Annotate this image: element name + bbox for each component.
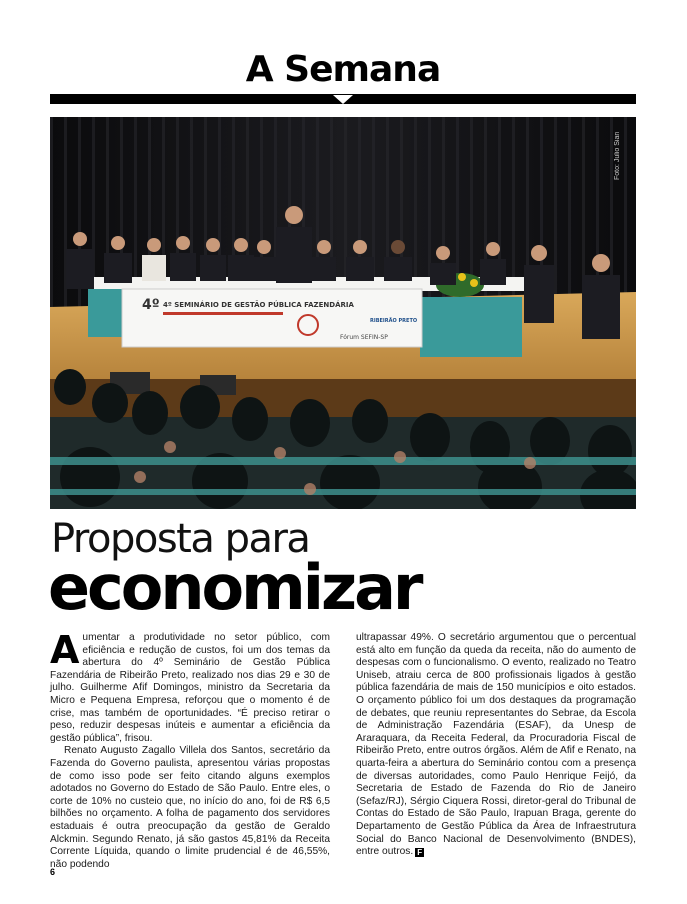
photo-credit: Foto: Julio Sian [614,131,621,180]
headline-line2: economizar [48,551,421,624]
svg-text:4º: 4º [142,297,160,313]
page-number: 6 [50,867,56,877]
title-rule-notch [333,95,353,104]
article-column-2 [356,632,636,859]
paragraph-text: ultrapassar 49%. O secretário argumentou que o percentual está alto em função da queda da receita, não do aumento de despesas com o funcionalismo. O evento, realizado no Teatro Uniseb, atraiu cerca de 800 profissionais ligados à gestão pública fazendária de mais de 150 municípios e oito estados. O orçamento público foi um dos destaques da programação de debates, que reuniu representantes do Sebrae, da Escola de Administração Fazendária (ESAF), da Unesp de Araraquara, da Receita Federal, da Procuradoria Fiscal de Ribeirão Preto, entre outros órgãos. Além de Afif e Renato, na quarta-feira a abertura do Seminário contou com a presença de diversas autoridades, como Paulo Henrique Feijó, da Secretaria de Estado de Fazenda do Rio de Janeiro (Sefaz/RJ), Sérgio Ciquera Rossi, diretor-geral do Tribunal de Contas do Estado de São Paulo, Irapuan Braga, gerente do Departamento de Gestão Pública da Área de Infraestrutura Social do Banco Nacional de Desenvolvimento (BNDES), entre outros. [356,632,636,858]
end-mark-icon: F [415,848,424,857]
headline-line1: Proposta para [51,516,310,562]
article-column-1 [50,628,330,871]
article-paragraph [356,632,636,859]
dropcap: A [50,628,80,672]
event-photo [50,117,636,509]
section-title: A Semana [245,49,441,90]
paragraph-text: umentar a produtividade no setor público, com eficiência e redução de custos, foi um dos temas da abertura do 4º Seminário de Gestão Pública Fazendária de Ribeirão Preto, realizado nos dias 29 e 30 de julho. Guilherme Afif Domingos, ministro da Secretaria da Micro e Pequena Empresa, reforçou que o momento é de crise, mas também de oportunidades. “É preciso retirar o peso, reduzir despesas inúteis e aumentar a eficiência da gestão pública”, frisou. [50,632,330,744]
banner-forum: Fórum SEFIN-SP [340,334,388,341]
article-paragraph: Renato Augusto Zagallo Villela dos Santos, secretário da Fazenda do Governo paulista, apresentou várias propostas de como isso pode ser feito citando alguns exemplos adotados no Governo do Estado de São Paulo. Entre eles, o corte de 10% no custeio que, no início do ano, foi de R$ 6,5 bilhões no orçamento. A folha de pagamento dos servidores estaduais é outra preocupação da gestão de Geraldo Alckmin. Segundo Renato, já são gastos 45,81% da Receita Corrente Líquida, quando o limite prudencial é de 46,55%, não podendo [50,745,330,870]
banner-event: 4º SEMINÁRIO DE GESTÃO PÚBLICA FAZENDÁRIA [163,301,354,309]
banner-sub: RIBEIRÃO PRETO [370,318,418,324]
article-paragraph [50,628,330,745]
